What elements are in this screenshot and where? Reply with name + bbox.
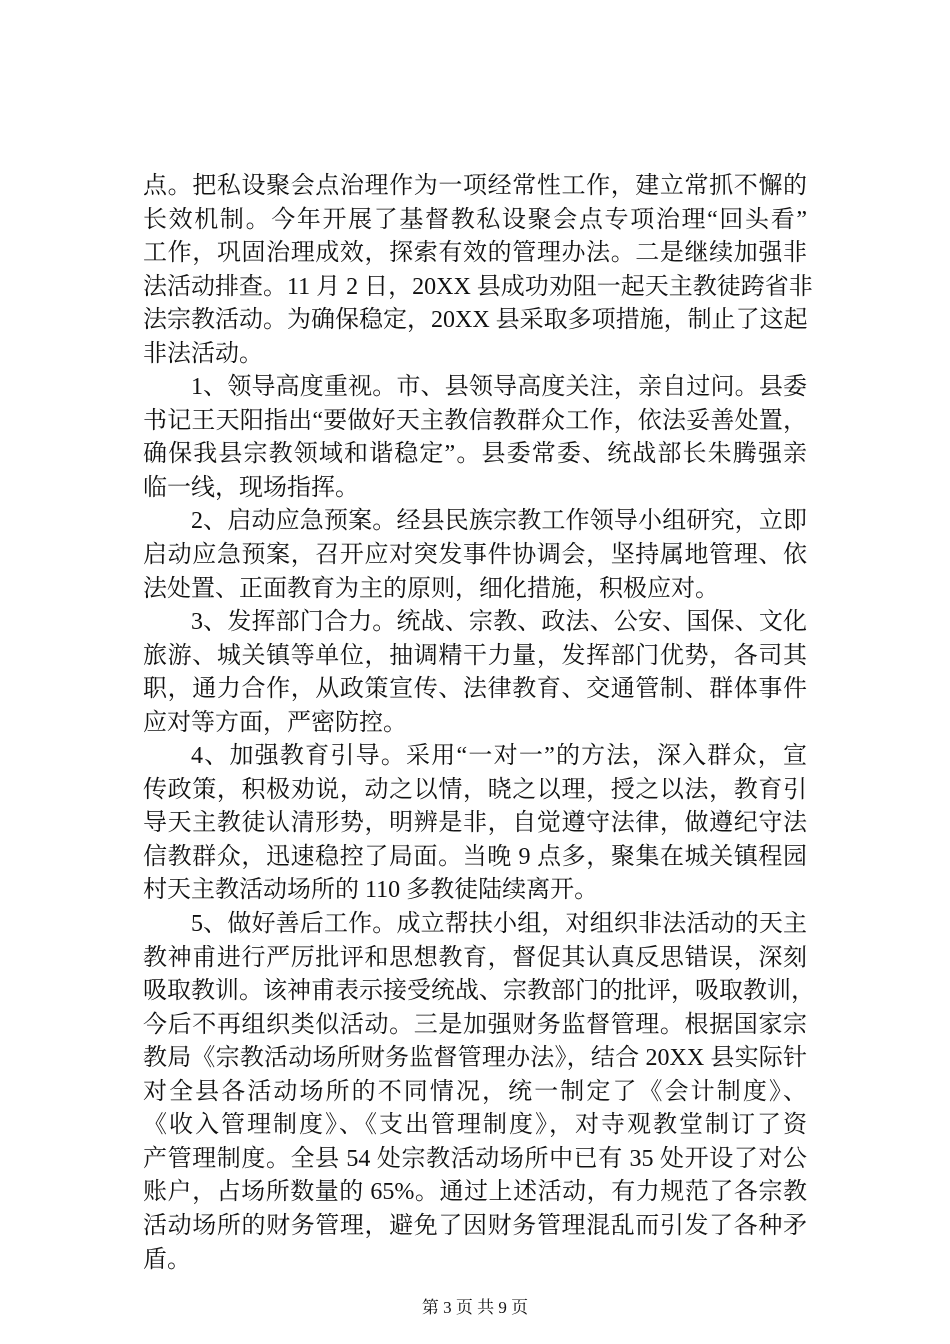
text-line: 启动应急预案，召开应对突发事件协调会，坚持属地管理、依 [143,542,807,569]
text-line: 账户，占场所数量的 65%。通过上述活动，有力规范了各宗教 [143,1179,807,1206]
text-line: 非法活动。 [143,340,263,367]
text-line: 今后不再组织类似活动。三是加强财务监督管理。根据国家宗 [143,1011,807,1038]
text-line: 旅游、城关镇等单位，抽调精干力量，发挥部门优势，各司其 [143,642,807,669]
paragraph [143,740,807,908]
text-line: 应对等方面，严密防控。 [143,709,407,736]
text-line: 对全县各活动场所的不同情况，统一制定了《会计制度》、 [143,1078,807,1105]
text-line: 盾。 [143,1246,191,1273]
paragraph [143,606,807,740]
text-line: 书记王天阳指出“要做好天主教信教群众工作，依法妥善处置， [143,407,807,434]
text-line: 教神甫进行严厉批评和思想教育，督促其认真反思错误，深刻 [143,944,807,971]
text-line: 法活动排查。11 月 2 日，20XX 县成功劝阻一起天主教徒跨省非 [143,273,813,300]
text-line: 5、做好善后工作。成立帮扶小组，对组织非法活动的天主 [191,911,807,938]
text-line: 职，通力合作，从政策宣传、法律教育、交通管制、群体事件 [143,676,807,703]
document-body [143,170,815,1277]
text-line: 3、发挥部门合力。统战、宗教、政法、公安、国保、文化 [191,609,807,636]
text-line: 法处置、正面教育为主的原则，细化措施，积极应对。 [143,575,719,602]
text-line: 长效机制。今年开展了基督教私设聚会点专项治理“回头看” [143,206,807,233]
text-line: 工作，巩固治理成效，探索有效的管理办法。二是继续加强非 [143,240,807,267]
text-line: 法宗教活动。为确保稳定，20XX 县采取多项措施，制止了这起 [143,307,808,334]
text-line: 点。把私设聚会点治理作为一项经常性工作，建立常抓不懈的 [143,173,807,199]
text-line: 4、加强教育引导。采用“一对一”的方法，深入群众，宣 [191,743,807,770]
paragraph [143,170,813,371]
text-line: 活动场所的财务管理，避免了因财务管理混乱而引发了各种矛 [143,1212,807,1239]
text-line: 信教群众，迅速稳控了局面。当晚 9 点多，聚集在城关镇程园 [143,843,807,870]
text-line: 传政策，积极劝说，动之以情，晓之以理，授之以法，教育引 [143,776,807,803]
text-line: 村天主教活动场所的 110 多教徒陆续离开。 [143,877,599,904]
text-line: 2、启动应急预案。经县民族宗教工作领导小组研究，立即 [191,508,807,535]
text-line: 1、领导高度重视。市、县领导高度关注，亲自过问。县委 [191,374,807,401]
text-line: 吸取教训。该神甫表示接受统战、宗教部门的批评，吸取教训， [143,978,815,1005]
paragraph [143,505,807,606]
paragraph [143,371,807,505]
paragraph [143,908,815,1277]
text-line: 导天主教徒认清形势，明辨是非，自觉遵守法律，做遵纪守法 [143,810,807,837]
text-line: 教局《宗教活动场所财务监督管理办法》，结合 20XX 县实际针 [143,1045,807,1072]
text-line: 《收入管理制度》、《支出管理制度》，对寺观教堂制订了资 [143,1112,807,1139]
text-line: 临一线，现场指挥。 [143,474,359,501]
text-line: 产管理制度。全县 54 处宗教活动场所中已有 35 处开设了对公 [143,1145,807,1172]
text-line: 确保我县宗教领域和谐稳定”。县委常委、统战部长朱腾强亲 [143,441,807,468]
page-footer: 第 3 页 共 9 页 [421,1298,529,1317]
